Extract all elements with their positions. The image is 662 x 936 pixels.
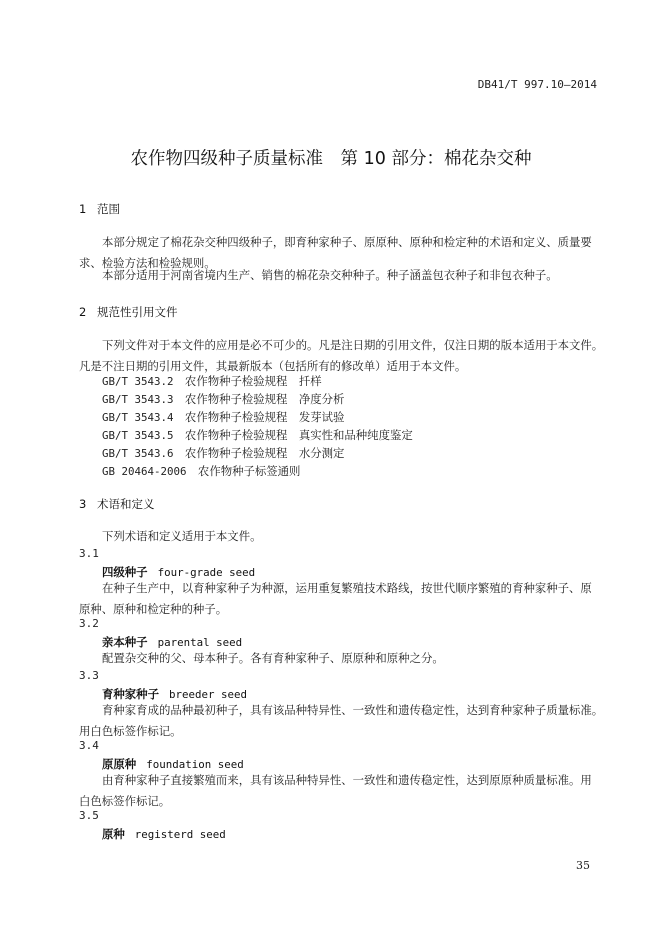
term-english: registerd seed [134, 828, 226, 841]
term-english: foundation seed [146, 758, 244, 771]
reference-code: GB/T 3543.3 [102, 393, 174, 406]
reference-code: GB/T 3543.6 [102, 447, 174, 460]
paragraph-line: 在种子生产中，以育种家种子为种源，运用重复繁殖技术路线，按世代顺序繁殖的育种家种子、原 [102, 581, 592, 595]
normative-reference [102, 409, 344, 425]
paragraph-line: 育种家育成的品种最初种子，具有该品种特异性、一致性和遗传稳定性，达到育种家种子质量标准。 [102, 703, 604, 717]
normative-reference [102, 373, 322, 389]
term-definition [79, 700, 604, 742]
reference-title: 农作物种子检验规程 扦样 [184, 374, 322, 388]
term-english: four-grade seed [157, 566, 256, 579]
section-number: 1 [79, 202, 87, 216]
term-chinese: 育种家种子 [102, 687, 159, 701]
normative-reference [102, 445, 344, 461]
reference-code: GB/T 3543.4 [102, 411, 174, 424]
term-heading [102, 826, 226, 842]
term-definition [79, 578, 604, 620]
clause-number: 3.2 [79, 617, 99, 630]
paragraph-line: 本部分适用于河南省境内生产、销售的棉花杂交种种子。种子涵盖包衣种子和非包衣种子。 [102, 268, 558, 282]
reference-code: GB/T 3543.5 [102, 429, 174, 442]
section-3-intro [79, 526, 604, 547]
paragraph-line: 求、检验方法和检验规则。 [79, 256, 216, 270]
paragraph-line: 用白色标签作标记。 [79, 724, 182, 738]
term-english: breeder seed [168, 688, 247, 701]
section-1-heading [79, 201, 120, 217]
clause-number: 3.3 [79, 669, 99, 682]
paragraph-line: 由育种家种子直接繁殖而来，具有该品种特异性、一致性和遗传稳定性，达到原原种质量标准。用 [102, 773, 592, 787]
reference-title: 农作物种子标签通则 [197, 464, 301, 478]
clause-number: 3.1 [79, 547, 99, 560]
paragraph-line: 原种、原种和检定种的种子。 [79, 602, 228, 616]
reference-title: 农作物种子检验规程 发芽试验 [184, 410, 345, 424]
section-2-heading [79, 304, 178, 320]
paragraph-line: 本部分规定了棉花杂交种四级种子，即育种家种子、原原种、原种和检定种的术语和定义、质量要 [102, 235, 592, 249]
paragraph-line: 下列术语和定义适用于本文件。 [102, 529, 262, 543]
section-1-paragraph-2 [79, 265, 604, 286]
normative-reference [102, 391, 344, 407]
section-2-paragraph-1 [79, 335, 604, 377]
paragraph-line: 凡是不注日期的引用文件，其最新版本（包括所有的修改单）适用于本文件。 [79, 359, 467, 373]
term-chinese: 亲本种子 [102, 635, 148, 649]
clause-number: 3.5 [79, 809, 99, 822]
section-title: 范围 [97, 202, 120, 216]
term-chinese: 原种 [102, 827, 125, 841]
paragraph-line: 下列文件对于本文件的应用是必不可少的。凡是注日期的引用文件，仅注日期的版本适用于本文件。 [102, 338, 604, 352]
term-chinese: 四级种子 [102, 565, 148, 579]
section-number: 3 [79, 497, 87, 511]
paragraph-line: 白色标签作标记。 [79, 794, 171, 808]
term-chinese: 原原种 [102, 757, 137, 771]
normative-reference [102, 427, 413, 443]
reference-title: 农作物种子检验规程 净度分析 [184, 392, 345, 406]
term-definition [79, 648, 604, 669]
reference-code: GB 20464-2006 [102, 465, 187, 478]
term-definition [79, 770, 604, 812]
paragraph-line: 配置杂交种的父、母本种子。各有育种家种子、原原种和原种之分。 [102, 651, 444, 665]
document-code: DB41/T 997.10—2014 [477, 78, 597, 91]
reference-title: 农作物种子检验规程 水分测定 [184, 446, 345, 460]
normative-reference [102, 463, 300, 479]
document-title: 农作物四级种子质量标准 第 10 部分：棉花杂交种 [130, 149, 532, 169]
section-3-heading [79, 496, 155, 512]
reference-title: 农作物种子检验规程 真实性和品种纯度鉴定 [184, 428, 413, 442]
reference-code: GB/T 3543.2 [102, 375, 174, 388]
section-title: 规范性引用文件 [97, 305, 178, 319]
clause-number: 3.4 [79, 739, 99, 752]
section-number: 2 [79, 305, 87, 319]
page-number: 35 [576, 859, 590, 872]
term-english: parental seed [157, 636, 243, 649]
section-title: 术语和定义 [97, 497, 155, 511]
